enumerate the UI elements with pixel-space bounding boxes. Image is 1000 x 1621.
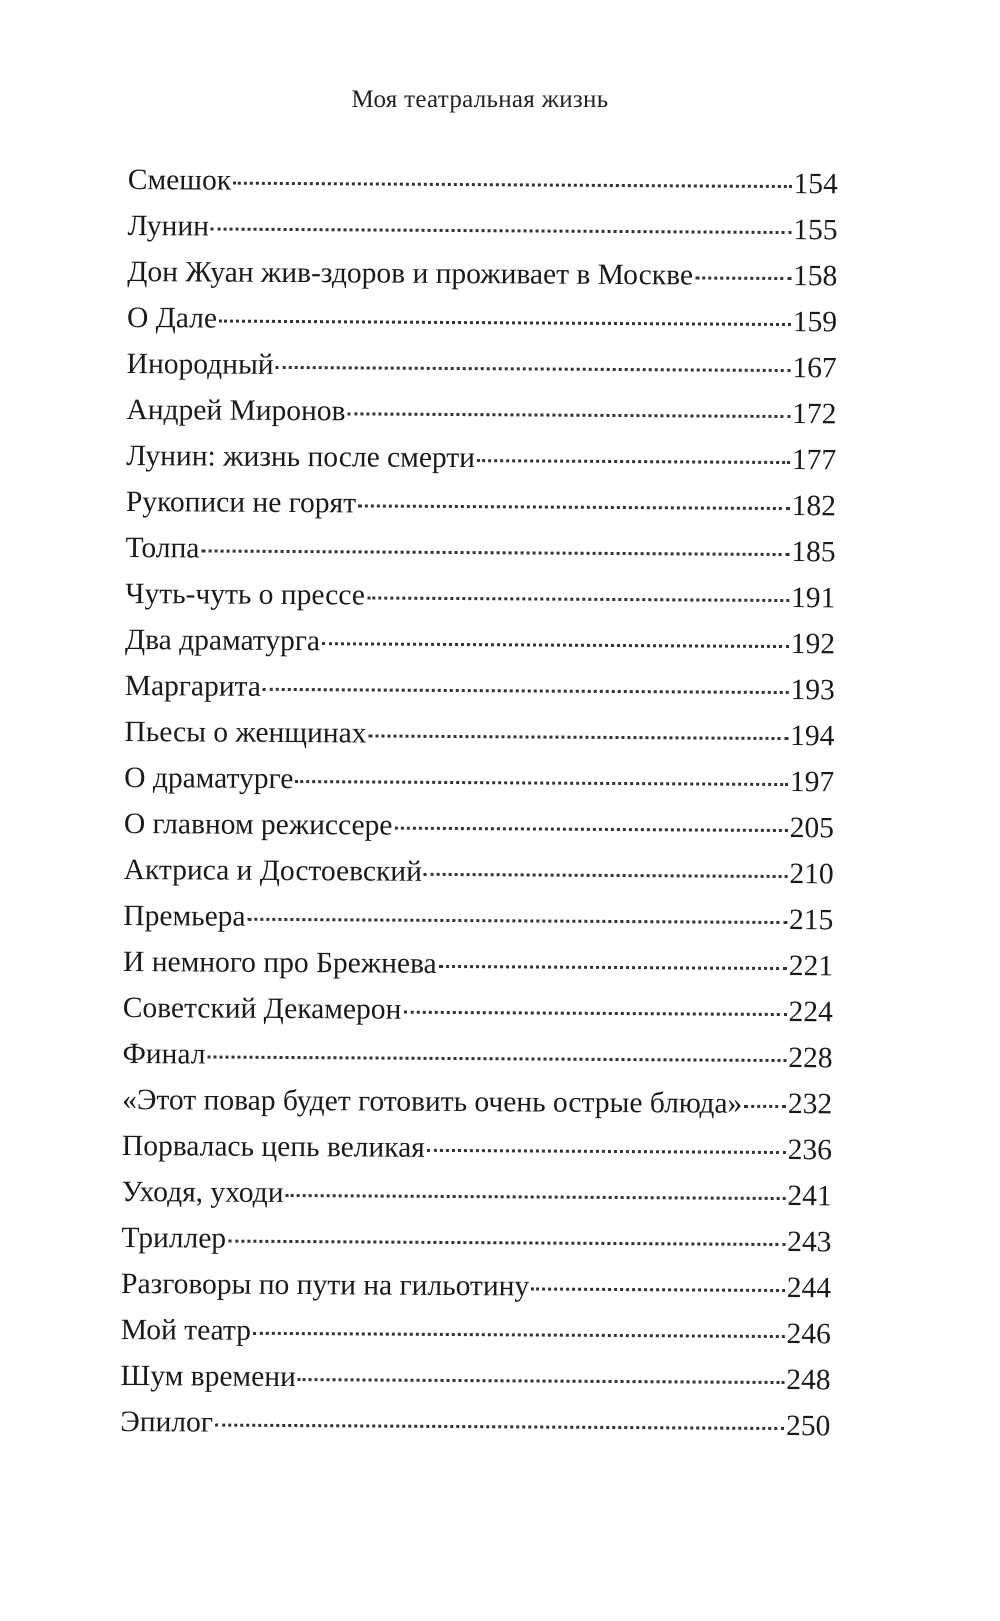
- toc-entry: [122, 1169, 832, 1219]
- toc-entry: [126, 433, 836, 483]
- toc-entry: [125, 525, 835, 575]
- toc-entry: [125, 663, 835, 713]
- dot-leader: [358, 504, 790, 510]
- dot-leader: [403, 1011, 786, 1016]
- toc-entry-page-number: 158: [792, 260, 838, 293]
- toc-entry: [121, 1261, 831, 1311]
- toc-entry: [124, 709, 834, 759]
- toc-entry-title: Инородный: [126, 347, 274, 381]
- toc-entry-title: Два драматурга: [124, 623, 321, 658]
- table-of-contents: [120, 157, 838, 1449]
- toc-entry-page-number: 191: [790, 582, 836, 615]
- toc-entry: [128, 157, 838, 207]
- toc-entry-title: Пьесы о женщинах: [124, 715, 367, 750]
- toc-entry-page-number: 172: [792, 398, 837, 431]
- dot-leader: [439, 965, 787, 970]
- toc-entry: [125, 571, 835, 621]
- dot-leader: [427, 1149, 786, 1154]
- toc-entry-title: И немного про Брежнева: [122, 945, 437, 980]
- toc-entry-title: Уходя, уходи: [121, 1175, 284, 1209]
- toc-entry: [122, 1077, 832, 1127]
- dot-leader: [263, 688, 789, 694]
- toc-entry: [127, 249, 837, 299]
- toc-entry-page-number: 210: [789, 858, 834, 891]
- toc-entry-title: Дон Жуан жив-здоров и проживает в Москве: [127, 255, 694, 292]
- toc-entry-title: Рукописи не горят: [125, 485, 357, 520]
- toc-entry: [124, 847, 834, 897]
- toc-entry: [126, 387, 836, 437]
- toc-entry-page-number: 205: [789, 812, 835, 845]
- toc-entry-title: Порвалась цепь великая: [121, 1129, 425, 1164]
- toc-entry-page-number: 182: [791, 490, 836, 523]
- toc-entry-title: Триллер: [121, 1221, 227, 1255]
- dot-leader: [322, 642, 789, 648]
- toc-entry: [127, 295, 837, 345]
- dot-leader: [215, 1424, 784, 1430]
- toc-entry: [127, 341, 837, 391]
- dot-leader: [348, 412, 791, 418]
- toc-entry-page-number: 228: [788, 1042, 833, 1075]
- toc-entry-page-number: 246: [786, 1318, 831, 1351]
- toc-entry-title: Шум времени: [120, 1359, 296, 1394]
- toc-entry: [123, 985, 833, 1035]
- toc-entry-title: Советский Декамерон: [122, 991, 402, 1026]
- toc-entry-title: Разговоры по пути на гильотину: [121, 1267, 530, 1303]
- toc-entry-title: Финал: [122, 1037, 206, 1071]
- toc-entry: [126, 479, 836, 529]
- dot-leader: [394, 827, 787, 832]
- toc-entry-page-number: 215: [789, 904, 834, 937]
- running-head: Моя театральная жизнь: [351, 86, 609, 113]
- toc-entry-page-number: 194: [790, 720, 835, 753]
- toc-entry-page-number: 185: [791, 536, 836, 569]
- toc-entry-page-number: 159: [792, 306, 838, 339]
- dot-leader: [744, 1105, 786, 1108]
- toc-entry-page-number: 250: [785, 1410, 831, 1443]
- toc-entry-title: О главном режиссере: [123, 807, 393, 842]
- toc-entry-page-number: 221: [788, 950, 834, 983]
- toc-entry-title: Актриса и Достоевский: [123, 853, 423, 888]
- dot-leader: [424, 873, 787, 878]
- toc-entry: [120, 1353, 830, 1403]
- toc-entry-title: Смешок: [127, 163, 232, 197]
- toc-entry-page-number: 197: [789, 766, 835, 799]
- toc-entry-page-number: 167: [792, 352, 837, 385]
- toc-entry-title: Премьера: [123, 899, 246, 933]
- toc-entry-title: Лунин: жизнь после смерти: [126, 439, 476, 475]
- toc-entry: [123, 893, 833, 943]
- toc-entry-page-number: 224: [788, 996, 833, 1029]
- toc-entry: [127, 203, 837, 253]
- toc-entry-page-number: 155: [793, 214, 838, 247]
- dot-leader: [367, 596, 789, 602]
- dot-leader: [201, 549, 789, 556]
- toc-entry-page-number: 236: [787, 1134, 833, 1167]
- toc-entry-title: О Дале: [126, 301, 218, 335]
- toc-entry-title: Эпилог: [120, 1405, 213, 1439]
- dot-leader: [531, 1287, 785, 1292]
- dot-leader: [219, 320, 791, 326]
- dot-leader: [298, 1378, 784, 1384]
- dot-leader: [368, 734, 788, 740]
- toc-entry-page-number: 192: [790, 628, 836, 661]
- dot-leader: [233, 182, 792, 188]
- dot-leader: [295, 780, 788, 786]
- toc-entry: [121, 1307, 831, 1357]
- toc-entry-page-number: 232: [787, 1088, 833, 1121]
- dot-leader: [695, 276, 791, 280]
- dot-leader: [477, 459, 790, 464]
- dot-leader: [228, 1240, 785, 1246]
- dot-leader: [253, 1332, 785, 1338]
- toc-entry-page-number: 177: [791, 444, 837, 477]
- toc-entry: [122, 1123, 832, 1173]
- toc-entry-title: Толпа: [125, 531, 200, 565]
- toc-entry-title: Маргарита: [124, 669, 262, 703]
- toc-entry-title: Андрей Миронов: [126, 393, 346, 428]
- toc-entry: [122, 1031, 832, 1081]
- toc-entry-title: Лунин: [127, 209, 210, 243]
- toc-entry: [124, 801, 834, 851]
- toc-entry-title: Мой театр: [120, 1313, 252, 1347]
- toc-entry-page-number: 248: [786, 1364, 831, 1397]
- toc-entry: [123, 939, 833, 989]
- dot-leader: [276, 366, 791, 372]
- toc-entry: [125, 617, 835, 667]
- toc-entry-page-number: 243: [787, 1226, 832, 1259]
- toc-entry-page-number: 241: [787, 1180, 832, 1213]
- dot-leader: [211, 228, 791, 235]
- toc-entry-title: «Этот повар будет готовить очень острые блюда»: [122, 1083, 743, 1120]
- toc-entry-page-number: 244: [786, 1272, 832, 1305]
- toc-entry-title: Чуть-чуть о прессе: [125, 577, 365, 612]
- dot-leader: [248, 918, 788, 924]
- toc-entry-page-number: 154: [793, 168, 838, 201]
- toc-entry-page-number: 193: [790, 674, 835, 707]
- toc-entry: [120, 1399, 830, 1449]
- toc-entry: [124, 755, 834, 805]
- dot-leader: [207, 1056, 786, 1063]
- toc-entry: [121, 1215, 831, 1265]
- dot-leader: [286, 1194, 786, 1200]
- toc-entry-title: О драматурге: [124, 761, 294, 796]
